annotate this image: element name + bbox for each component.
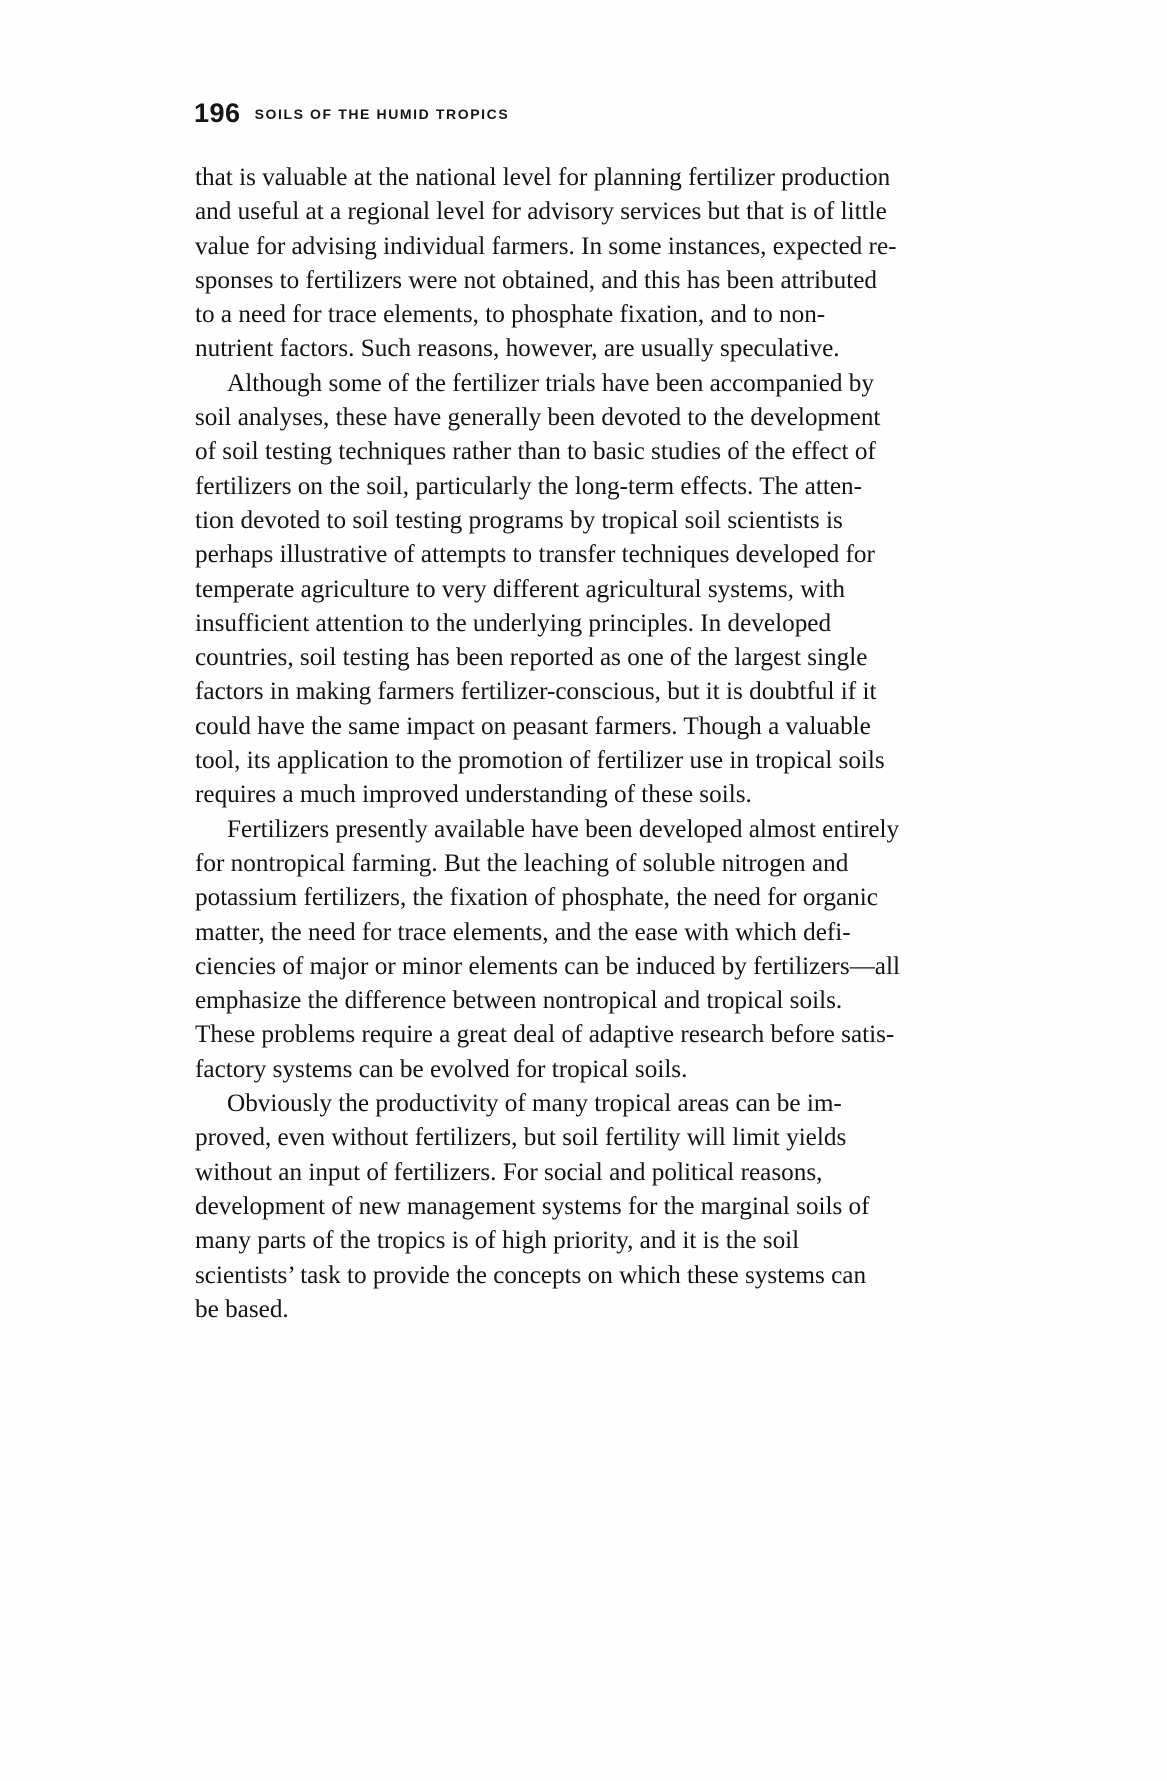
text-line: scientists’ task to provide the concepts on which these systems can [195,1261,867,1289]
text-line: of soil testing techniques rather than to basic studies of the effect of [195,438,876,466]
text-line: factors in making farmers fertilizer-conscious, but it is doubtful if it [195,678,877,706]
running-title: SOILS OF THE HUMID TROPICS [254,106,510,122]
text-line: be based. [195,1295,289,1323]
text-line: insufficient attention to the underlying principles. In developed [195,609,832,637]
text-line: ciencies of major or minor elements can be induced by fertilizers—all [195,952,900,980]
text-line: perhaps illustrative of attempts to transfer techniques developed for [195,541,875,569]
text-line: and useful at a regional level for advisory services but that is of little [195,198,887,226]
text-line: proved, even without fertilizers, but soil fertility will limit yields [195,1124,847,1152]
text-line: without an input of fertilizers. For social and political reasons, [195,1158,823,1186]
text-line: countries, soil testing has been reported as one of the largest single [195,644,868,672]
paragraph-4 [195,1087,1057,1327]
text-line: nutrient factors. Such reasons, however, are usually speculative. [195,335,840,363]
paragraph-1 [195,161,1057,367]
page-number: 196 [194,98,241,128]
text-line: could have the same impact on peasant farmers. Though a valuable [195,712,871,740]
running-head [194,98,509,129]
text-line: These problems require a great deal of adaptive research before satis- [195,1021,895,1049]
text-line: development of new management systems for the marginal soils of [195,1192,870,1220]
text-line: requires a much improved understanding of these soils. [195,781,752,809]
text-line: many parts of the tropics is of high priority, and it is the soil [195,1227,800,1255]
text-line: Although some of the fertilizer trials have been accompanied by [227,369,874,397]
text-line: Obviously the productivity of many tropical areas can be im- [227,1090,842,1118]
text-line: factory systems can be evolved for tropical soils. [195,1055,688,1083]
text-line: temperate agriculture to very different agricultural systems, with [195,575,845,603]
paragraph-3 [195,813,1057,1087]
paragraph-2 [195,367,1057,813]
text-line: sponses to fertilizers were not obtained, and this has been attributed [195,266,877,294]
text-line: emphasize the difference between nontropical and tropical soils. [195,987,843,1015]
text-line: to a need for trace elements, to phosphate fixation, and to non- [195,301,826,329]
body-text [195,161,1057,1327]
text-line: for nontropical farming. But the leaching of soluble nitrogen and [195,849,849,877]
text-line: potassium fertilizers, the fixation of phosphate, the need for organic [195,884,878,912]
text-line: that is valuable at the national level for planning fertilizer production [195,164,891,191]
text-line: fertilizers on the soil, particularly the long-term effects. The atten- [195,472,862,500]
text-line: tion devoted to soil testing programs by tropical soil scientists is [195,506,843,534]
text-line: matter, the need for trace elements, and the ease with which defi- [195,918,851,946]
text-line: Fertilizers presently available have been developed almost entirely [227,815,900,843]
text-line: value for advising individual farmers. In some instances, expected re- [195,232,897,260]
text-line: tool, its application to the promotion of fertilizer use in tropical soils [195,747,885,775]
text-line: soil analyses, these have generally been devoted to the development [195,404,881,432]
